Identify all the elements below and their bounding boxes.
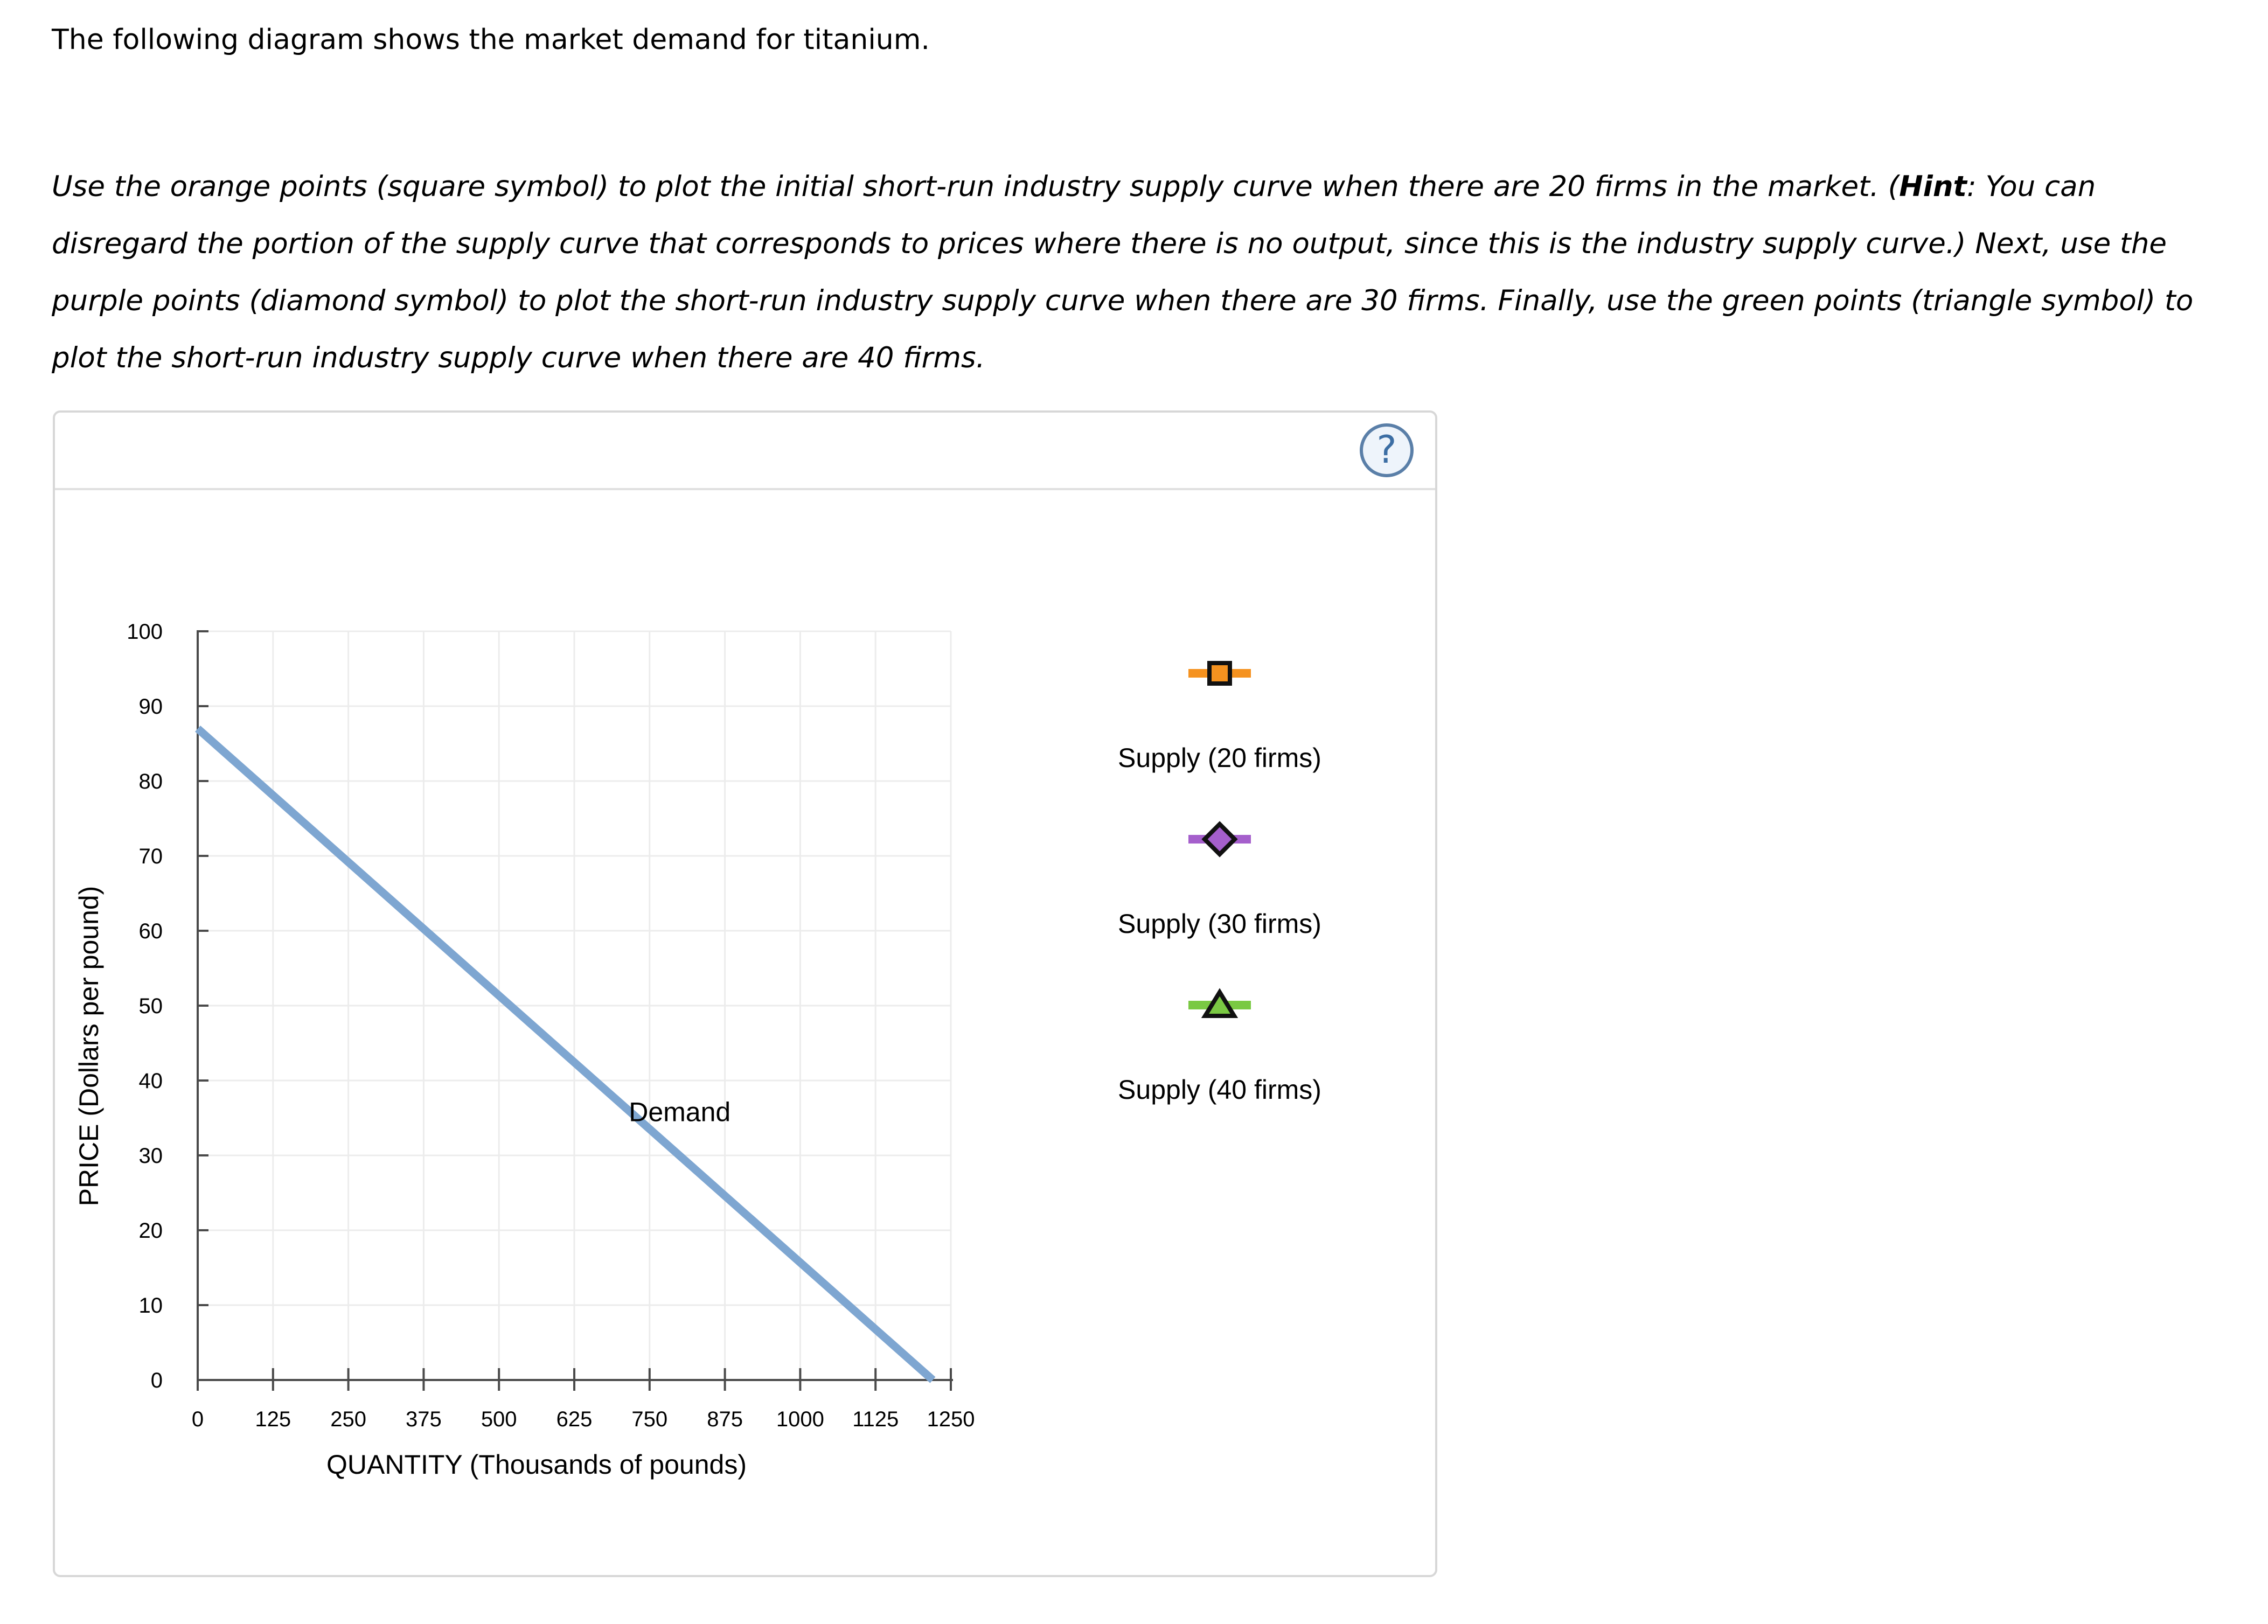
instructions-text bbox=[52, 158, 2239, 387]
x-tick-label: 750 bbox=[631, 1407, 668, 1431]
question-mark-icon: ? bbox=[1376, 428, 1397, 472]
purple-diamond-icon[interactable] bbox=[1188, 824, 1251, 854]
series bbox=[198, 729, 933, 1380]
x-tick-label: 1000 bbox=[776, 1407, 824, 1431]
y-tick-label: 80 bbox=[138, 770, 163, 793]
diamond-symbol bbox=[1205, 824, 1235, 854]
x-tick-label: 625 bbox=[556, 1407, 593, 1431]
instructions-part-2: : You can disregard the portion of the supply curve that corresponds to prices where there is no output, since this is the industry supply curve.) Next, use the purple points (diamond symbol) to plot the short-run industry supply curve when there are 30 firms. Finally, use the green points (triangle symbol) to plot the short-run industry supply curve when there are 40 firms. bbox=[52, 170, 2194, 374]
y-axis-title: PRICE (Dollars per pound) bbox=[74, 886, 104, 1207]
square-symbol bbox=[1209, 663, 1230, 684]
legend bbox=[1118, 663, 1321, 1105]
x-tick-label: 125 bbox=[255, 1407, 291, 1431]
x-tick-label: 875 bbox=[707, 1407, 743, 1431]
demand-label: Demand bbox=[629, 1097, 731, 1127]
x-tick-label: 500 bbox=[481, 1407, 517, 1431]
grid bbox=[198, 631, 951, 1380]
demand-curve[interactable] bbox=[198, 729, 933, 1380]
y-tick-label: 60 bbox=[138, 919, 163, 943]
y-tick-label: 20 bbox=[138, 1219, 163, 1243]
y-tick-label: 90 bbox=[138, 695, 163, 719]
hint-label: Hint bbox=[1899, 170, 1967, 203]
supply-demand-graph[interactable] bbox=[55, 413, 1435, 1575]
y-tick-label: 0 bbox=[150, 1369, 163, 1392]
legend-label: Supply (20 firms) bbox=[1118, 743, 1321, 773]
orange-square-icon[interactable] bbox=[1188, 663, 1251, 684]
x-tick-label: 0 bbox=[191, 1407, 204, 1431]
green-triangle-icon[interactable] bbox=[1188, 992, 1251, 1016]
y-tick-label: 40 bbox=[138, 1069, 163, 1093]
y-tick-label: 10 bbox=[138, 1294, 163, 1318]
y-tick-label: 30 bbox=[138, 1144, 163, 1168]
intro-text: The following diagram shows the market demand for titanium. bbox=[52, 24, 930, 56]
graph-panel bbox=[53, 410, 1437, 1577]
x-tick-label: 250 bbox=[330, 1407, 366, 1431]
legend-label: Supply (40 firms) bbox=[1118, 1075, 1321, 1105]
labels bbox=[74, 620, 975, 1480]
legend-label: Supply (30 firms) bbox=[1118, 909, 1321, 939]
y-tick-label: 50 bbox=[138, 994, 163, 1018]
x-tick-label: 375 bbox=[406, 1407, 442, 1431]
x-tick-label: 1250 bbox=[927, 1407, 975, 1431]
instructions-part-1: Use the orange points (square symbol) to plot the initial short-run industry supply curve when there are 20 firms in the market. ( bbox=[52, 170, 1900, 203]
x-tick-label: 1125 bbox=[852, 1407, 899, 1431]
y-tick-label: 100 bbox=[127, 620, 163, 644]
y-tick-label: 70 bbox=[138, 845, 163, 868]
x-axis-title: QUANTITY (Thousands of pounds) bbox=[326, 1449, 747, 1480]
